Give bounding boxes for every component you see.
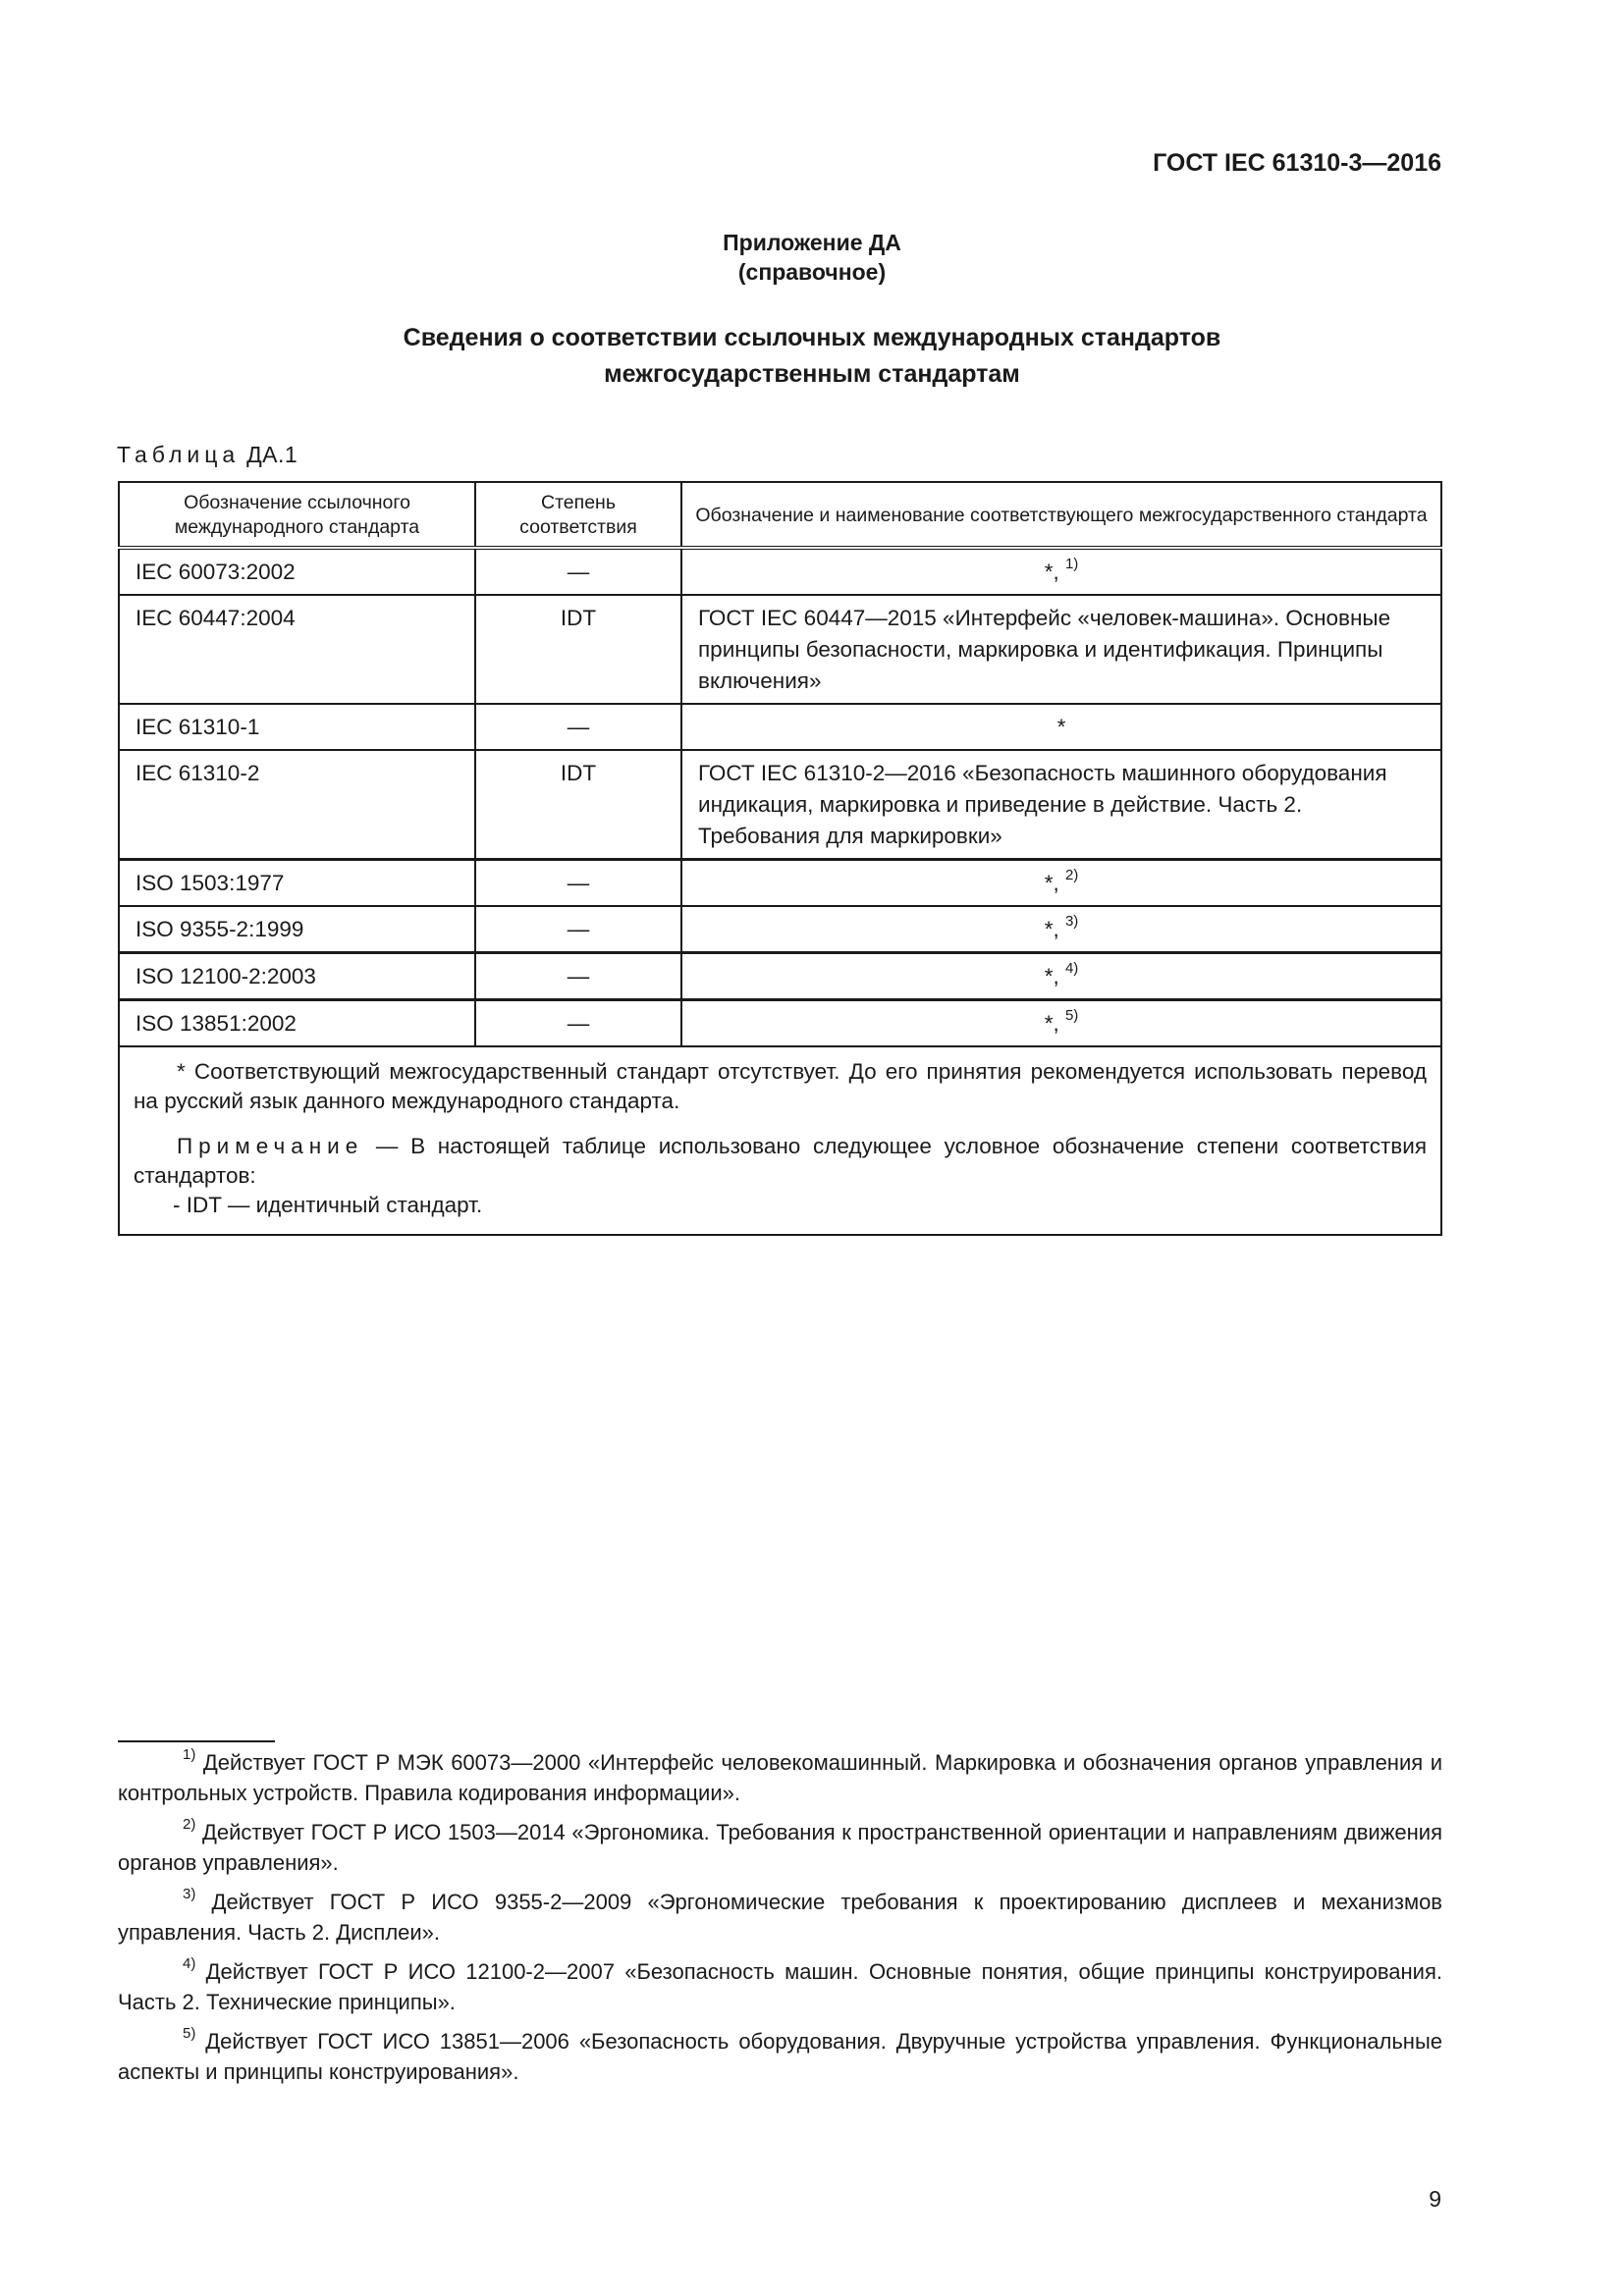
cell-interstate [681,548,1441,595]
cell-degree: — [475,953,681,1000]
cell-interstate: * [681,704,1441,750]
cell-degree: — [475,906,681,953]
footnote-mark: 4) [183,1954,196,1972]
footnote [118,1956,1442,2017]
cell-reference: IEC 60073:2002 [119,548,475,595]
table-header-row [119,482,1441,548]
cell-reference: IEC 60447:2004 [119,595,475,704]
cell-text: *, [1044,964,1065,988]
cell-reference: ISO 1503:1977 [119,860,475,907]
footnote-mark: 3) [183,1885,196,1902]
table-row [119,906,1441,953]
table-label-number: ДА.1 [246,442,298,467]
note-absent-standard: * Соответствующий межгосударственный стандарт отсутствует. До его принятия рекомендуется использовать перевод на русский язык данного международного стандарта. [134,1059,1427,1113]
table-label [117,442,298,468]
note-text: — В настоящей таблице использовано следующее условное обозначение степени соответствия стандартов: [134,1134,1427,1188]
footnote-ref: 5) [1064,1006,1079,1024]
header-degree: Степень соответствия [475,482,681,548]
footnote-mark: 1) [183,1745,196,1763]
footnote-mark: 2) [183,1815,196,1833]
cell-reference: ISO 13851:2002 [119,1000,475,1047]
footnote [118,1887,1442,1948]
footnote-ref: 4) [1064,959,1079,977]
table-row [119,750,1441,860]
cell-interstate [681,1000,1441,1047]
table-row [119,548,1441,595]
cell-degree: — [475,860,681,907]
table-row [119,953,1441,1000]
footnote [118,1817,1442,1878]
header-interstate-standard: Обозначение и наименование соответствующего межгосударственного стандарта [681,482,1441,548]
note-label: Примечание [177,1134,364,1158]
cell-reference: IEC 61310-2 [119,750,475,860]
cell-degree: IDT [475,595,681,704]
footnotes [118,1747,1442,2096]
footnote-ref: 3) [1064,912,1079,930]
table-note [119,1046,1441,1235]
appendix-title: Приложение ДА [723,230,901,255]
cell-reference: ISO 9355-2:1999 [119,906,475,953]
cell-interstate [681,906,1441,953]
footnote [118,1747,1442,1808]
table-row [119,860,1441,907]
footnote-ref: 1) [1064,555,1079,572]
cell-degree: — [475,704,681,750]
footnote-text: Действует ГОСТ Р ИСО 12100-2—2007 «Безопасность машин. Основные понятия, общие принципы конструирования. Часть 2. Технические принципы». [118,1959,1442,2014]
footnote-text: Действует ГОСТ Р МЭК 60073—2000 «Интерфейс человекомашинный. Маркировка и обозначения органов управления и контрольных устройств. Правила кодирования информации». [118,1750,1442,1805]
table-row [119,1000,1441,1047]
table-note-row [119,1046,1441,1235]
footnote-ref: 2) [1064,866,1079,883]
section-title-line2: межгосударственным стандартам [604,360,1020,388]
standards-table [118,481,1442,1236]
appendix-subtitle: (справочное) [737,259,887,285]
section-title [0,320,1624,393]
footnote-text: Действует ГОСТ ИСО 13851—2006 «Безопасность оборудования. Двуручные устройства управления. Функциональные аспекты и принципы конструирования». [118,2029,1442,2084]
cell-interstate: ГОСТ IEC 61310-2—2016 «Безопасность машинного оборудования индикация, маркировка и приведение в действие. Часть 2. Требования для маркировки» [681,750,1441,860]
cell-degree: — [475,548,681,595]
header-reference-standard: Обозначение ссылочного международного стандарта [119,482,475,548]
footnote-separator [118,1740,275,1742]
cell-reference: IEC 61310-1 [119,704,475,750]
section-title-line1: Сведения о соответствии ссылочных международных стандартов [403,324,1221,351]
cell-interstate: ГОСТ IEC 60447—2015 «Интерфейс «человек-машина». Основные принципы безопасности, маркировка и идентификация. Принципы включения» [681,595,1441,704]
note-paragraph [134,1132,1427,1191]
note-item: - IDT — идентичный стандарт. [173,1193,483,1217]
footnote-text: Действует ГОСТ Р ИСО 1503—2014 «Эргономика. Требования к пространственной ориентации и направлениям движения органов управления». [118,1820,1442,1875]
footnote-text: Действует ГОСТ Р ИСО 9355-2—2009 «Эргономические требования к проектированию дисплеев и механизмов управления. Часть 2. Дисплеи». [118,1890,1442,1945]
cell-text: *, [1044,917,1065,941]
cell-text: *, [1044,871,1065,895]
document-code: ГОСТ IEC 61310-3—2016 [1153,149,1441,177]
footnote-mark: 5) [183,2024,196,2042]
table-row [119,595,1441,704]
page-number: 9 [1429,2186,1441,2212]
cell-text: *, [1044,1011,1065,1036]
footnote [118,2026,1442,2087]
table-label-word: Таблица [117,442,241,467]
cell-degree: — [475,1000,681,1047]
cell-reference: ISO 12100-2:2003 [119,953,475,1000]
appendix-heading [0,228,1624,287]
cell-text: *, [1044,560,1065,584]
cell-interstate [681,953,1441,1000]
cell-degree: IDT [475,750,681,860]
table-row [119,704,1441,750]
cell-interstate [681,860,1441,907]
